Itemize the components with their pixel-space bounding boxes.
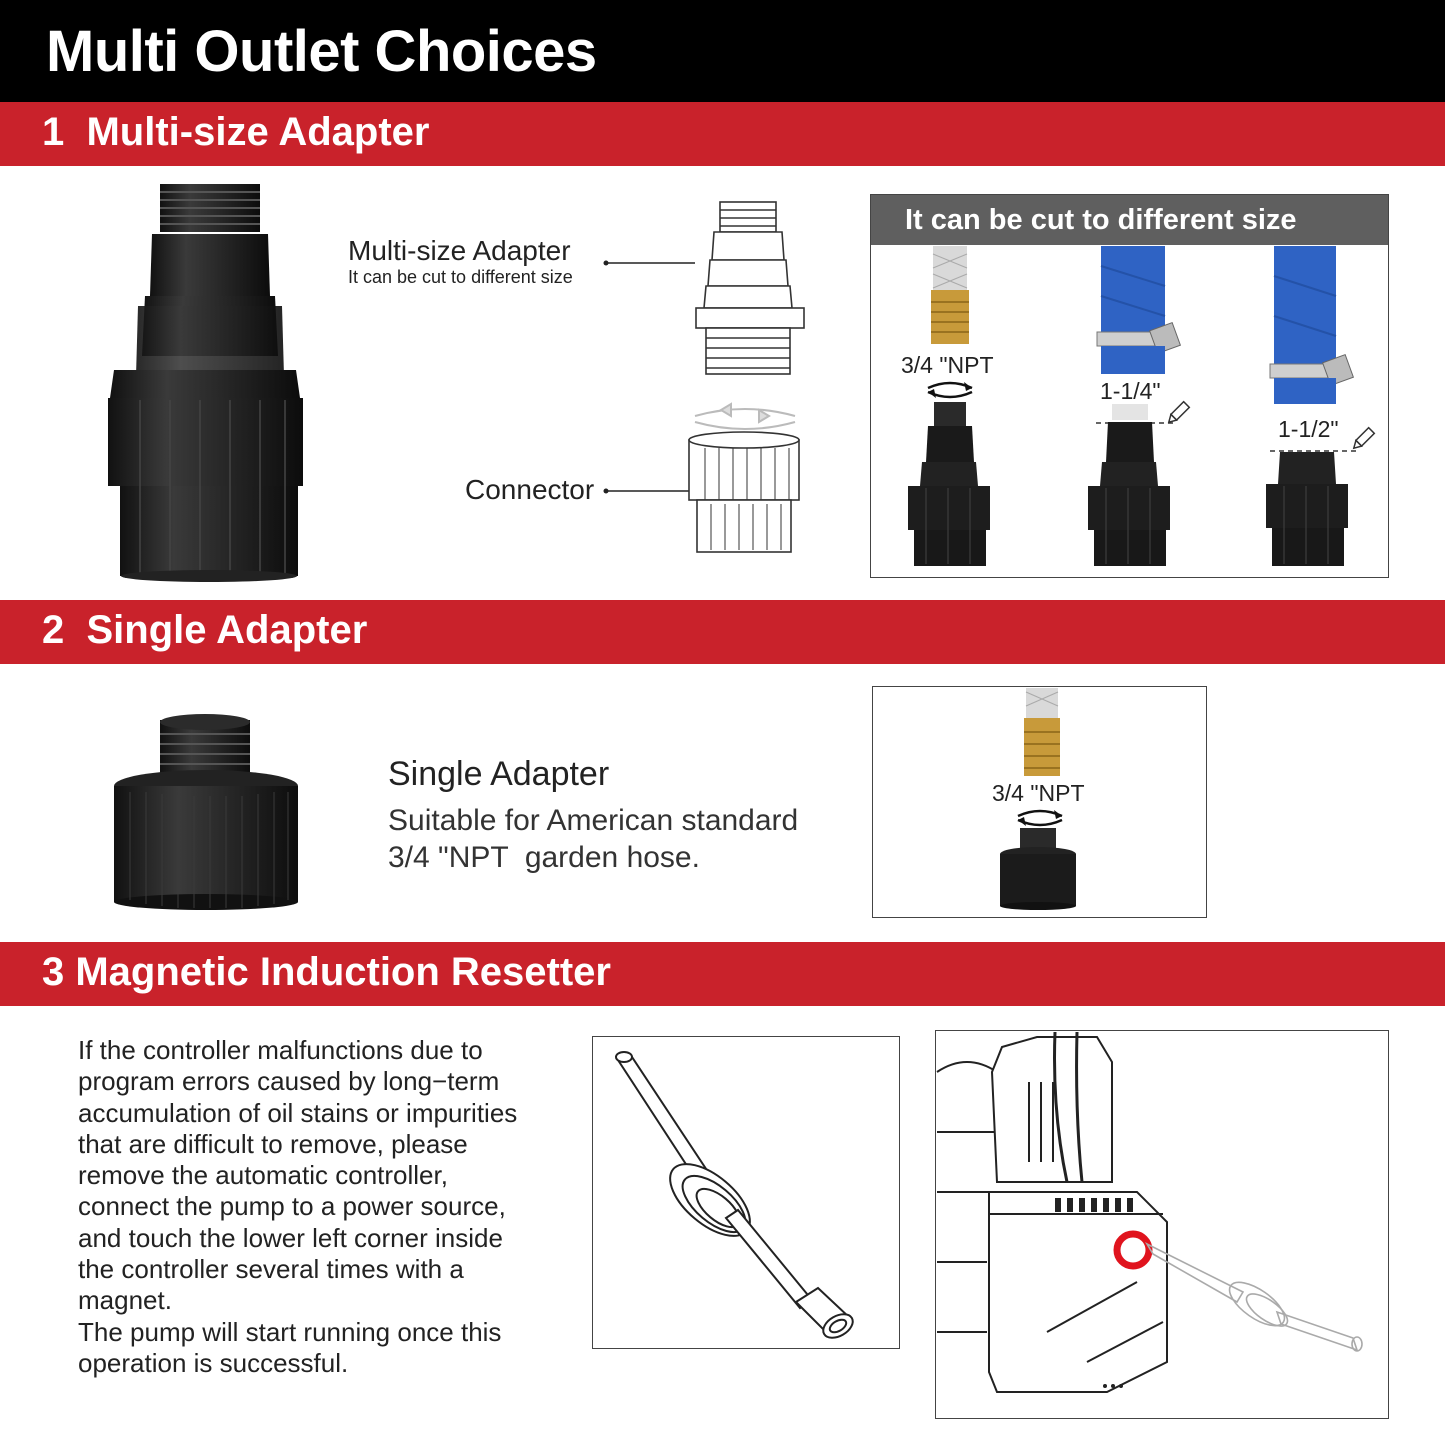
single-npt-label: 3/4 "NPT [992,780,1085,806]
pump-controller-image [937,1032,1385,1415]
adapter-small-3 [1264,452,1350,568]
cut-panel-title: It can be cut to different size [905,204,1297,236]
section-2-header [0,600,1445,664]
instruction-line: If the controller malfunctions due to [78,1035,483,1065]
callout-line-adapter [600,258,700,268]
instruction-line: that are difficult to remove, please [78,1128,468,1159]
multi-size-adapter-image [100,178,310,583]
instruction-line: accumulation of oil stains or impurities [78,1097,518,1128]
section-3-heading: 3 Magnetic Induction Resetter [42,950,611,994]
section-3-header [0,942,1445,1006]
section-1-heading: 1 Multi-size Adapter [42,110,430,154]
adapter-small-1 [906,402,992,568]
callout-line-connector [602,486,697,496]
brass-hose-fitting-image-2 [1018,688,1066,778]
size-label-b: 1-1/2" [1278,416,1339,442]
resetter-instructions [78,1035,517,1379]
instruction-line: remove the automatic controller, [78,1160,448,1191]
single-adapter-image [110,712,305,912]
brass-hose-fitting-image [925,246,975,346]
blue-hose-image-2 [1268,246,1360,406]
magnet-tool-image [600,1040,890,1340]
npt-label: 3/4 "NPT [901,352,994,378]
blue-hose-image-1 [1093,246,1185,376]
instruction-line: connect the pump to a power source, [78,1191,506,1222]
rotate-arrows-icon-2 [1012,808,1068,828]
single-adapter-small [998,828,1078,910]
single-adapter-desc-line1: Suitable for American standard [388,804,799,837]
instruction-line: and touch the lower left corner inside [78,1222,503,1253]
connector-line-art [685,404,805,556]
section-2-heading: 2 Single Adapter [42,608,368,652]
size-label-a: 1-1/4" [1100,378,1161,404]
callout-connector: Connector [465,474,595,505]
single-adapter-title: Single Adapter [388,755,610,793]
instruction-line: magnet. [78,1285,172,1316]
instruction-line: operation is successful. [78,1347,349,1378]
page-title: Multi Outlet Choices [46,19,597,84]
title-bar [0,0,1445,102]
adapter-small-2 [1086,404,1172,568]
single-adapter-desc-line2: 3/4 "NPT garden hose. [388,841,700,874]
instruction-line: The pump will start running once this [78,1316,502,1347]
instruction-line: program errors caused by long−term [78,1066,500,1097]
cut-panel-header [871,195,1388,245]
section-1-header [0,102,1445,166]
callout-adapter-subtitle: It can be cut to different size [348,267,573,287]
instruction-line: the controller several times with a [78,1254,464,1285]
adapter-line-art [690,198,810,378]
callout-adapter-title: Multi-size Adapter [348,235,571,266]
rotate-arrows-icon [922,380,978,400]
